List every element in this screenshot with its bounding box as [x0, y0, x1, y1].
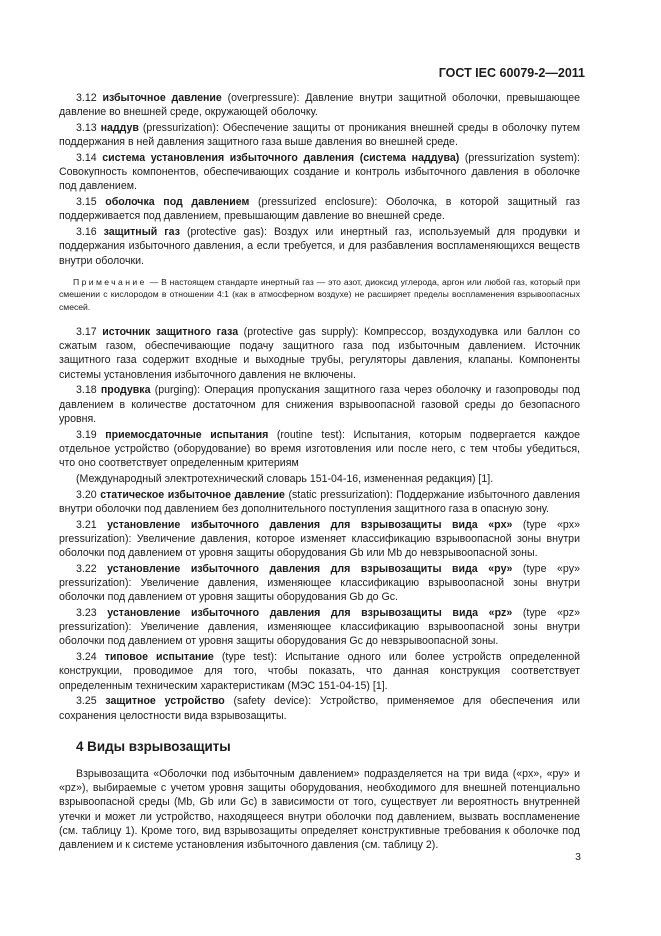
definition-3-22: 3.22 установление избыточного давления для взрывозащиты вида «py» (type «py» pressurization): Увеличение давления, изменяющее классификацию взрывоопасной зоны внутри оболочки под давлением от уровня защиты оборудования Gb до Gc.: [59, 562, 580, 604]
definition-3-16: 3.16 защитный газ (protective gas): Воздух или инертный газ, используемый для продувки и поддержания избыточного давления, а если требуется, и для разбавления воспламеняющихся веществ внутри оболочки.: [59, 226, 580, 267]
page-content: [59, 91, 580, 854]
definition-3-14: 3.14 система установления избыточного давления (система наддува) (pressurization system): Совокупность компонентов, обеспечивающих создание и контроль избыточного давления в оболочке под давлением.: [59, 152, 580, 193]
definition-3-21: 3.21 установление избыточного давления для взрывозащиты вида «px» (type «px» pressurization): Увеличение давления, которое изменяет классификацию взрывоопасной зоны внутри оболочки под давлением от уровня защиты оборудования Gb или Mb до невзрывоопасной зоны.: [59, 518, 580, 560]
definition-3-20: 3.20 статическое избыточное давление (static pressurization): Поддержание избыточного давления внутри оболочки под давлением без дополнительного поступления защитного газа в опасную зону.: [59, 488, 580, 515]
definition-3-25: 3.25 защитное устройство (safety device): Устройство, применяемое для обеспечения или сохранения целостности вида взрывозащиты.: [59, 695, 580, 722]
note-text: — В настоящем стандарте инертный газ — это азот, диоксид углерода, аргон или любой газ, который при смешении с кислородом в отношении 4:1 (как в атмосферном воздухе) не расширяет пределы воспламенения взрывоопасных смесей.: [59, 276, 580, 312]
page-number: 3: [575, 851, 581, 863]
definition-3-19: 3.19 приемосдаточные испытания (routine test): Испытания, которым подвергается каждое отдельное устройство (оборудование) во время изготовления или после него, с тем чтобы убедиться, что оно соответствует определенным критериям: [59, 428, 581, 470]
document-header: ГОСТ IEC 60079-2—2011: [438, 66, 585, 80]
definition-3-17: 3.17 источник защитного газа (protective gas supply): Компрессор, воздуходувка или баллон со сжатым газом, обеспечивающие подачу защитного газа под избыточным давлением. Источник защитного газа содержит входные и выходные трубы, регуляторы давления, клапаны. Компоненты системы установления избыточного давления не включены.: [59, 326, 580, 381]
definition-3-23: 3.23 установление избыточного давления для взрывозащиты вида «pz» (type «pz» pressurization): Увеличение давления, изменяющее классификацию взрывоопасной зоны внутри оболочки под давлением от уровня защиты оборудования Gc до невзрывоопасной зоны.: [59, 607, 580, 648]
term: статическое избыточное давление: [100, 488, 285, 501]
term: защитное устройство: [105, 695, 225, 708]
term: защитный газ: [103, 226, 180, 239]
term: установление избыточного давления для взрывозащиты вида «px»: [107, 518, 513, 531]
reference-line: (Международный электротехнический словарь 151-04-16, измененная редакция) [1].: [76, 472, 494, 485]
definition-3-12: 3.12 избыточное давление (overpressure): Давление внутри защитной оболочки, превышающее давление во внешней среде, окружающей оболочку.: [59, 92, 580, 119]
term: установление избыточного давления для взрывозащиты вида «py»: [107, 562, 513, 575]
term: оболочка под давлением: [105, 196, 250, 209]
definition-3-15: 3.15 оболочка под давлением (pressurized enclosure): Оболочка, в которой защитный газ поддерживается под давлением, превышающим давление во внешней среде.: [59, 196, 580, 223]
term: источник защитного газа: [102, 326, 239, 339]
term: избыточное давление: [102, 92, 222, 104]
term: наддув: [100, 122, 139, 134]
note: [59, 276, 580, 313]
section-body: Взрывозащита «Оболочки под избыточным давлением» подразделяется на три вида («px», «py» и «pz»), выбираемые с учетом уровня защиты оборудования, необходимого для внешней потенциально взрывоопасной среды (Mb, Gb или Gc) в зависимости от того, существует ли вероятность внутренней утечки и может ли устройство, находящееся внутри оболочки под давлением, вызвать воспламенение (см. таблицу 1). Кроме того, вид взрывозащиты определяет конструктивные требования к оболочке под давлением и к системе установления избыточного давления (см. таблицу 2).: [59, 768, 580, 852]
term: система установления избыточного давления (система наддува): [102, 152, 460, 164]
term: типовое испытание: [104, 651, 214, 664]
note-label: Примечание: [73, 276, 147, 287]
definition-3-13: 3.13 наддув (pressurization): Обеспечение защиты от проникания внешней среды в оболочку путем поддержания в ней давления защитного газа выше давления во внешней среде.: [59, 122, 580, 149]
term: установление избыточного давления для взрывозащиты вида «pz»: [107, 607, 513, 620]
term: продувка: [100, 384, 151, 397]
term: приемосдаточные испытания: [105, 428, 269, 441]
section-heading: 4 Виды взрывозащиты: [76, 738, 231, 754]
definition-3-18: 3.18 продувка (purging): Операция пропускания защитного газа через оболочку и газопроводы под давлением в количестве достаточном для снижения взрывоопасной газовой среды до безопасного уровня.: [59, 384, 580, 425]
definition-3-24: 3.24 типовое испытание (type test): Испытание одного или более устройств определенной конструкции, проводимое для того, чтобы показать, что данная конструкция соответствует определенным техническим характеристикам (МЭС 151-04-15) [1].: [59, 651, 581, 692]
